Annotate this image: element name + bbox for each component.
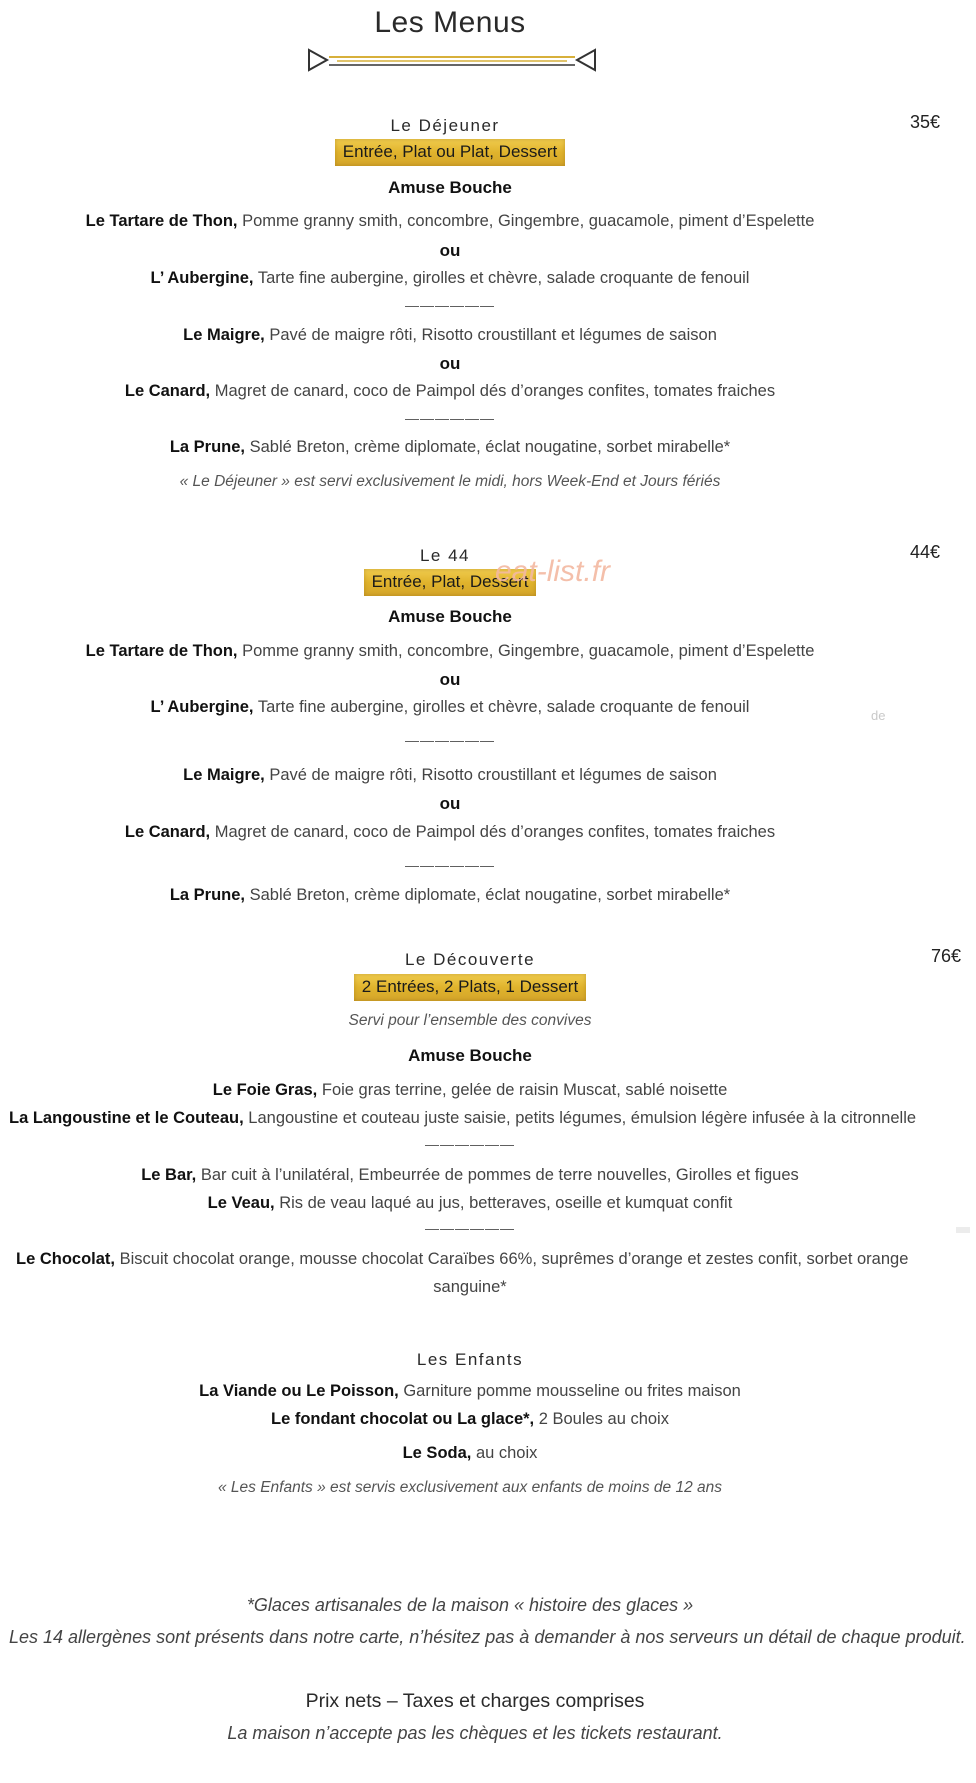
ou-separator: ou: [439, 241, 461, 260]
amuse-bouche: Amuse Bouche: [408, 1046, 532, 1065]
ou-separator: ou: [439, 794, 461, 813]
course-separator: ——————: [425, 1220, 515, 1236]
dish-line-continued: sanguine*: [433, 1278, 507, 1296]
dish-line: La Prune, Sablé Breton, crème diplomate, éclat nougatine, sorbet mirabelle*: [169, 886, 731, 904]
formula-badge-44: Entrée, Plat, Dessert: [364, 569, 537, 596]
menu-subnote: Servi pour l’ensemble des convives: [348, 1012, 592, 1029]
price-44: 44€: [910, 542, 941, 562]
dish-line: Le Canard, Magret de canard, coco de Paimpol dés d’oranges confites, tomates fraiches: [124, 823, 776, 841]
ou-separator: ou: [439, 354, 461, 373]
course-separator: ——————: [425, 1136, 515, 1152]
course-separator: ——————: [405, 410, 495, 426]
course-separator: ——————: [405, 297, 495, 313]
dish-line: La Prune, Sablé Breton, crème diplomate, éclat nougatine, sorbet mirabelle*: [169, 438, 731, 456]
menu-name-dejeuner: Le Déjeuner: [390, 116, 500, 135]
page-title: Les Menus: [374, 6, 526, 39]
ou-separator: ou: [439, 670, 461, 689]
dish-line: Le Foie Gras, Foie gras terrine, gelée de raisin Muscat, sablé noisette: [212, 1081, 728, 1099]
menu-name-decouverte: Le Découverte: [404, 950, 536, 969]
dish-line: Le Bar, Bar cuit à l’unilatéral, Embeurrée de pommes de terre nouvelles, Girolles et figues: [141, 1166, 799, 1184]
footer-glaces-note: *Glaces artisanales de la maison « histoire des glaces »: [246, 1595, 694, 1615]
dish-line: Le Soda, au choix: [402, 1444, 538, 1462]
watermark-text: eat-list.fr: [495, 555, 611, 588]
footer-prix-nets: Prix nets – Taxes et charges comprises: [305, 1690, 645, 1712]
dish-line: Le Maigre, Pavé de maigre rôti, Risotto croustillant et légumes de saison: [183, 766, 717, 784]
dish-line: Le Canard, Magret de canard, coco de Paimpol dés d’oranges confites, tomates fraiches: [124, 382, 776, 400]
dish-line: L’ Aubergine, Tarte fine aubergine, girolles et chèvre, salade croquante de fenouil: [150, 269, 750, 287]
footer-allergenes-note: Les 14 allergènes sont présents dans notre carte, n’hésitez pas à demander à nos serveurs un détail de chaque produit.: [9, 1627, 966, 1647]
formula-badge-dejeuner: Entrée, Plat ou Plat, Dessert: [335, 139, 566, 166]
dish-line: Le Tartare de Thon, Pomme granny smith, concombre, Gingembre, guacamole, piment d’Espelette: [85, 642, 815, 660]
amuse-bouche: Amuse Bouche: [388, 178, 512, 197]
amuse-bouche: Amuse Bouche: [388, 607, 512, 626]
dish-line: Le Maigre, Pavé de maigre rôti, Risotto croustillant et légumes de saison: [183, 326, 717, 344]
course-separator: ——————: [405, 732, 495, 748]
dish-line: La Viande ou Le Poisson, Garniture pomme mousseline ou frites maison: [199, 1382, 741, 1400]
watermark-small: de: [871, 708, 886, 723]
dish-line: Le Veau, Ris de veau laqué au jus, betteraves, oseille et kumquat confit: [207, 1194, 733, 1212]
price-dejeuner: 35€: [910, 112, 941, 132]
ornament-divider-icon: [307, 48, 597, 72]
scroll-marker: [956, 1227, 970, 1233]
course-separator: ——————: [405, 857, 495, 873]
menu-note: « Le Déjeuner » est servi exclusivement le midi, hors Week-End et Jours fériés: [179, 473, 721, 490]
formula-badge-decouverte: 2 Entrées, 2 Plats, 1 Dessert: [354, 974, 586, 1001]
menu-name-enfants: Les Enfants: [416, 1350, 524, 1369]
price-decouverte: 76€: [931, 946, 962, 966]
dish-line: L’ Aubergine, Tarte fine aubergine, girolles et chèvre, salade croquante de fenouil: [150, 698, 750, 716]
dish-line: Le Chocolat, Biscuit chocolat orange, mousse chocolat Caraïbes 66%, suprêmes d’orange et zestes confit, sorbet orange: [16, 1250, 909, 1268]
footer-cheques-note: La maison n’accepte pas les chèques et les tickets restaurant.: [227, 1723, 723, 1743]
dish-line: La Langoustine et le Couteau, Langoustine et couteau juste saisie, petits légumes, émulsion légère infusée à la citronnelle: [9, 1109, 917, 1127]
dish-line: Le Tartare de Thon, Pomme granny smith, concombre, Gingembre, guacamole, piment d’Espelette: [85, 212, 815, 230]
menu-name-44: Le 44: [419, 546, 471, 565]
menu-note: « Les Enfants » est servis exclusivement aux enfants de moins de 12 ans: [217, 1479, 723, 1496]
dish-line: Le fondant chocolat ou La glace*, 2 Boules au choix: [271, 1410, 669, 1428]
